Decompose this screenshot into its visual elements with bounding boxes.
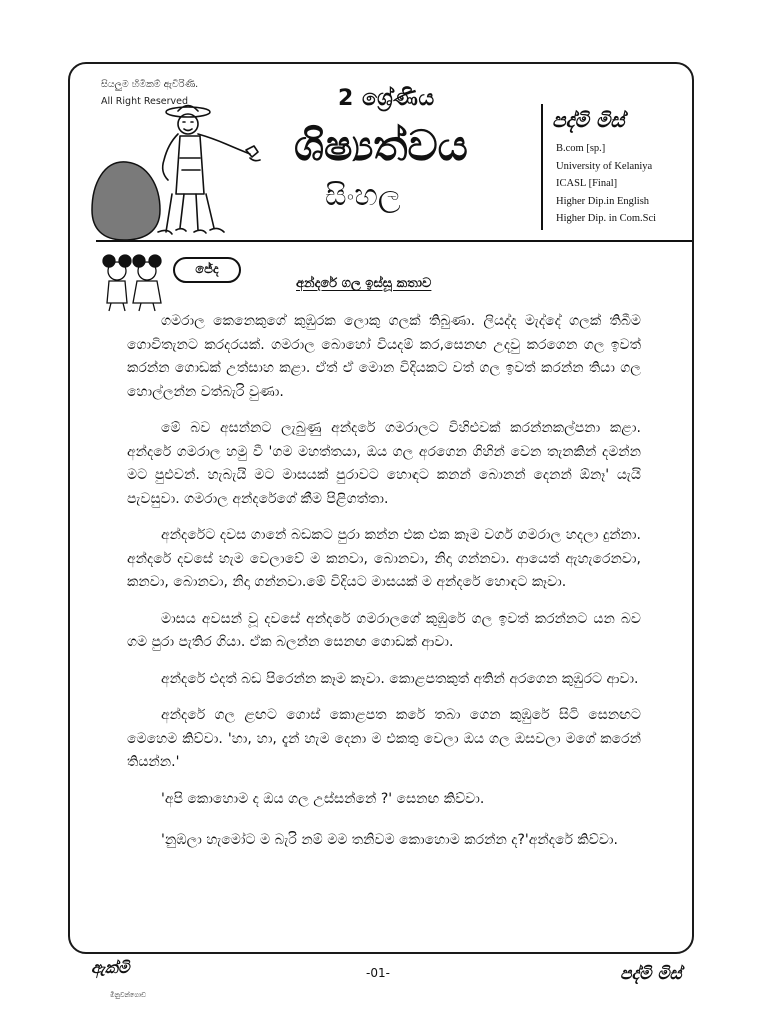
page-number: -01-	[366, 966, 390, 980]
story-paragraph: ගමරාල කෙනෙකුගේ කුඹුරක ලොකු ගලක් තිබුණා. ලියද්ද මැද්දේ ගලක් තිබීම ගොවිතැනට කරදරයක්. ගමරාල බොහෝ වියදම් කර,සෙනඟ උදවු කරගෙන ගල ඉවත් කරන්න ගොඩක් උත්සාහ කළා. ඒත් ඒ මොන විදියකට වත් ගල ඉවත් කරන්න තියා ගල හොල්ලන්න වත්බැරි වුණා.	[127, 313, 641, 400]
footer-brand: පද්මි මිස්	[620, 964, 682, 984]
andare-character-illustration	[150, 98, 268, 242]
signature-place: මිනුවන්ගොඩ	[110, 991, 146, 999]
header-divider-vertical	[541, 104, 543, 230]
story-body	[127, 310, 641, 866]
story-paragraph: 'අපි කොහොම ද ඔය ගල උස්සන්නේ ?' සෙනඟ කිව්වා.	[161, 790, 485, 807]
qualification-item: B.com [sp.]	[556, 143, 606, 154]
story-paragraph: අන්දරේ ගල ළඟට ගොස් කොළපත කරේ තබා ගෙන කුඹුරේ සිටි සෙනඟට මෙහෙම කිව්වා. 'හා, හා, දැන් හැම දෙනා ම එකතු වෙලා ඔය ගල ඔසවලා මගේ කරෙන් තියන්න.'	[127, 707, 641, 770]
copyright-sinhala: සියලුම හිමිකම් ඇවිරිණි.	[101, 79, 199, 90]
qualification-item: Higher Dip.in English	[556, 195, 650, 207]
signature-logo: ඇක්මි	[91, 958, 130, 977]
story-paragraph: අන්දරේ එදත් බඩ පිරෙන්න කෑම කෑවා. කොළපතකුත් අතින් අරගෙන කුඹුරට ආවා.	[161, 670, 639, 687]
author-name: පද්මි මිස්	[552, 108, 625, 132]
header-divider	[96, 240, 692, 242]
subject-label: සිංහල	[325, 178, 401, 213]
copyright-english: All Right Reserved	[101, 96, 189, 107]
story-paragraph: අන්දරේට දවස ගානේ බඩකට පුරා කන්න එක එක කෑම වර්ග ගමරාල හදලා දුන්නා. අන්දරේ දවසේ හැම වෙලාවේ ම කනවා, බොනවා, නිදා ගන්නවා. ආයෙත් ඇහැරෙනවා, කනවා, බොනවා, නිදා ගන්නවා.මේ විදියට මාසයක් ම අන්දරේ හොඳට කෑවා.	[127, 527, 641, 590]
page-title: ශිෂ්‍යත්වය	[294, 121, 468, 170]
qualification-item: University of Kelaniya	[556, 160, 653, 172]
story-paragraph: මේ බව අසන්නට ලැබුණු අන්දරේ ගමරාලට විහිළුවක් කරන්නකල්පනා කළා. අන්දරේ ගමරාල හමු වී 'ගම මහත්තයා, ඔය ගල අරගෙන ගිහින් වෙන තැනකින් දමන්න මට පුළුවන්. හැබැයි මට මාසයක් පුරාවට හොඳට කනන් බොනන් දෙනන් ඕනෑ' යැයි පැවසුවා. ගමරාල අන්දරේගේ කීම පිළිගත්තා.	[127, 420, 641, 507]
qualification-item: ICASL [Final]	[556, 178, 618, 189]
author-qualifications	[556, 140, 656, 228]
mice-illustration	[101, 253, 163, 315]
qualification-item: Higher Dip. in Com.Sci	[556, 213, 657, 224]
grade-label: 2 ශ්‍රේණිය	[338, 86, 435, 111]
rock-illustration	[90, 160, 162, 242]
story-paragraph: මාසය අවසන් වූ දවසේ අන්දරේ ගමරාලගේ කුඹුරේ ගල ඉවත් කරන්නට යන බව ගම පුරා පැතිර ගියා. ඒක බලන්න සෙනඟ ගොඩක් ආවා.	[127, 610, 641, 650]
story-title: අන්දරේ ගල ඉස්සූ කතාව	[296, 276, 432, 291]
section-badge: ජේද	[173, 257, 241, 283]
story-paragraph: 'නුඹලා හැමෝට ම බැරි නම් මම තනිවම කොහොම කරන්න ද?'අන්දරේ කිව්වා.	[161, 832, 618, 848]
